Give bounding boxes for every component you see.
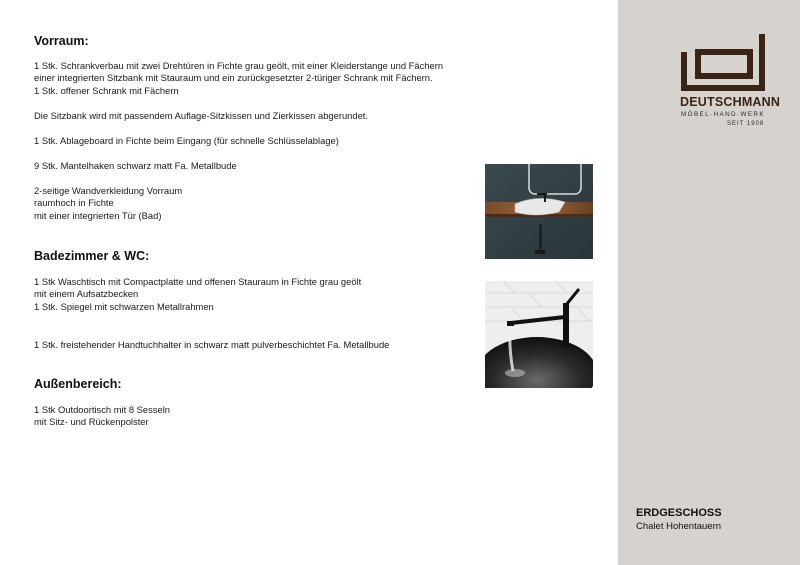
aussen-paragraph-1: [34, 404, 170, 429]
vanity-photo: [485, 164, 593, 259]
text-line: mit einem Aufsatzbecken: [34, 288, 139, 300]
floor-label: ERDGESCHOSS: [636, 507, 722, 519]
brand-logo: [680, 32, 772, 99]
text-line: 1 Stk. Spiegel mit schwarzen Metallrahmen: [34, 300, 214, 312]
vorraum-paragraph-2: [34, 110, 368, 122]
vorraum-paragraph-5: [34, 185, 182, 222]
section-title-vorraum: Vorraum:: [34, 34, 89, 48]
text-line: 1 Stk Outdoortisch mit 8 Sesseln: [34, 404, 170, 415]
text-line: 2-seitige Wandverkleidung Vorraum: [34, 185, 183, 196]
section-title-badezimmer: Badezimmer & WC:: [34, 249, 150, 263]
text-line: einer integrierten Sitzbank mit Stauraum und ein zurückgesetzter 2-türiger Schrank mit Fächern.: [34, 72, 433, 84]
brand-name: DEUTSCHMANN: [680, 95, 781, 109]
bad-paragraph-2: [34, 339, 389, 351]
faucet-photo: [485, 281, 593, 388]
text-line: 1 Stk. Schrankverbau mit zwei Drehtüren in Fichte grau geölt, mit einer Kleiderstange und Fächern: [34, 60, 444, 71]
faucet-photo-image: [485, 281, 593, 388]
text-line: 1 Stk. freistehender Handtuchhalter in schwarz matt pulverbeschichtet Fa. Metallbude: [34, 339, 390, 350]
logo-mark-icon: [680, 32, 772, 94]
vorraum-paragraph-4: [34, 160, 237, 172]
text-line: raumhoch in Fichte: [34, 197, 114, 209]
section-title-aussenbereich: Außenbereich:: [34, 377, 122, 391]
brand-since: SEIT 1908: [727, 121, 765, 127]
place-label: Chalet Hohentauern: [636, 521, 722, 532]
vorraum-paragraph-1: [34, 60, 443, 97]
bad-paragraph-1: [34, 276, 361, 313]
text-line: mit einer integrierten Tür (Bad): [34, 209, 162, 221]
text-line: 1 Stk. offener Schrank mit Fächern: [34, 84, 179, 96]
brand-tagline: MÖBEL·HAND·WERK: [681, 111, 765, 118]
text-line: mit Sitz- und Rückenpolster: [34, 416, 149, 428]
vanity-photo-image: [485, 164, 593, 259]
text-line: 1 Stk Waschtisch mit Compactplatte und offenen Stauraum in Fichte grau geölt: [34, 276, 362, 287]
text-line: 9 Stk. Mantelhaken schwarz matt Fa. Metallbude: [34, 160, 237, 171]
text-line: Die Sitzbank wird mit passendem Auflage-Sitzkissen und Zierkissen abgerundet.: [34, 110, 369, 121]
text-line: 1 Stk. Ablageboard in Fichte beim Eingang (für schnelle Schlüsselablage): [34, 135, 339, 146]
vorraum-paragraph-3: [34, 135, 339, 147]
